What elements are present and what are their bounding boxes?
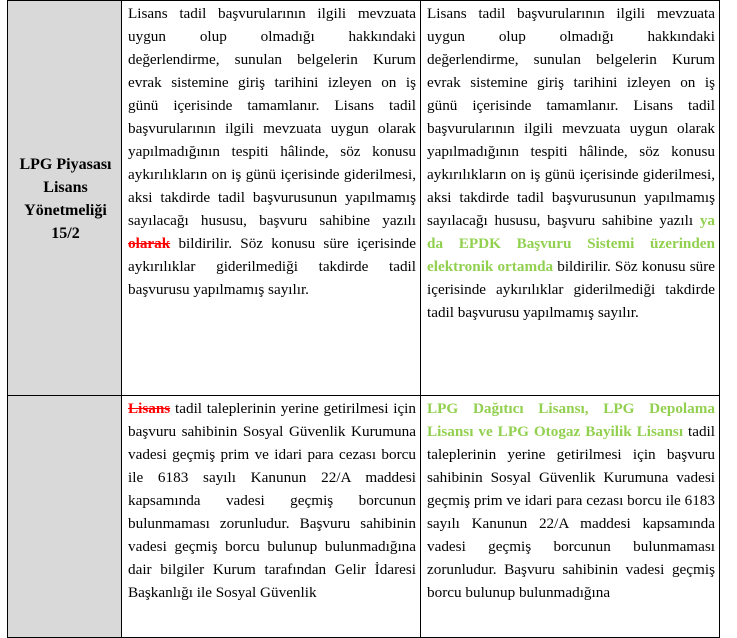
current-text: tadil taleplerinin yerine getirilmesi için başvuru sahibinin Sosyal Güvenlik Kurumuna vadesi geçmiş prim ve idari para cezası borcu ile 6183 sayılı Kanunun 22/A maddesi kapsamında vadesi geçmiş borcunun bulunmaması zorunludur. Başvuru sahibinin vadesi geçmiş borcu bulunup bulunmadığına dair bilgiler Kurum tarafından Gelir İdaresi Başkanlığı ile Sosyal Güvenlik — [128, 400, 416, 601]
deleted-text: olarak — [128, 235, 171, 252]
deleted-text: Lisans — [128, 400, 171, 417]
table-row — [8, 396, 720, 638]
regulation-label-cell — [8, 1, 122, 396]
table-row — [8, 1, 720, 396]
comparison-table — [7, 0, 720, 638]
regulation-label-cell — [8, 396, 122, 638]
proposed-text: tadil taleplerinin yerine getirilmesi için başvuru sahibinin Sosyal Güvenlik Kurumuna vadesi geçmiş prim ve idari para cezası borcu ile 6183 sayılı Kanunun 22/A maddesi kapsamında vadesi geçmiş borcunun bulunmaması zorunludur. Başvuru sahibinin vadesi geçmiş borcu bulunup bulunmadığına — [427, 423, 716, 601]
proposed-text-cell — [421, 396, 720, 638]
regulation-label: LPG Piyasası Lisans Yönetmeliği 15/2 — [19, 155, 112, 242]
proposed-text: bildirilir. Söz konusu süre içerisinde aykırılıklar giderilmediği takdirde tadil başvurusu yapılmamış sayılır. — [427, 258, 715, 321]
current-text-cell — [122, 1, 421, 396]
current-text: Lisans tadil başvurularının ilgili mevzuata uygun olup olmadığı hakkındaki değerlendirme, sunulan belgelerin Kurum evrak sistemine giriş tarihini izleyen on iş günü içerisinde tamamlanır. Lisans tadil başvurularının ilgili mevzuata uygun olarak yapılmadığının tespiti hâlinde, söz konusu aykırılıkların on iş günü içerisinde giderilmesi, aksi takdirde tadil başvurusunun yapılmamış sayılacağı hususu, başvuru sahibine yazılı — [128, 5, 416, 229]
inserted-text: LPG Dağıtıcı Lisansı, LPG Depolama Lisansı ve LPG Otogaz Bayilik Lisansı — [427, 400, 715, 440]
proposed-text: Lisans tadil başvurularının ilgili mevzuata uygun olup olmadığı hakkındaki değerlendirme, sunulan belgelerin Kurum evrak sistemine giriş tarihini izleyen on iş günü içerisinde tamamlanır. Lisans tadil başvurularının ilgili mevzuata uygun olarak yapılmadığının tespiti hâlinde, söz konusu aykırılıkların on iş günü içerisinde giderilmesi, aksi takdirde tadil başvurusunun yapılmamış sayılacağı hususu, başvuru sahibine yazılı — [427, 5, 715, 229]
proposed-text-cell — [421, 1, 720, 396]
current-text-cell — [122, 396, 421, 638]
current-text: bildirilir. Söz konusu süre içerisinde aykırılıklar giderilmediği takdirde tadil başvurusu yapılmamış sayılır. — [128, 235, 416, 298]
inserted-text: ya da EPDK Başvuru Sistemi üzerinden elektronik ortamda — [427, 212, 715, 275]
